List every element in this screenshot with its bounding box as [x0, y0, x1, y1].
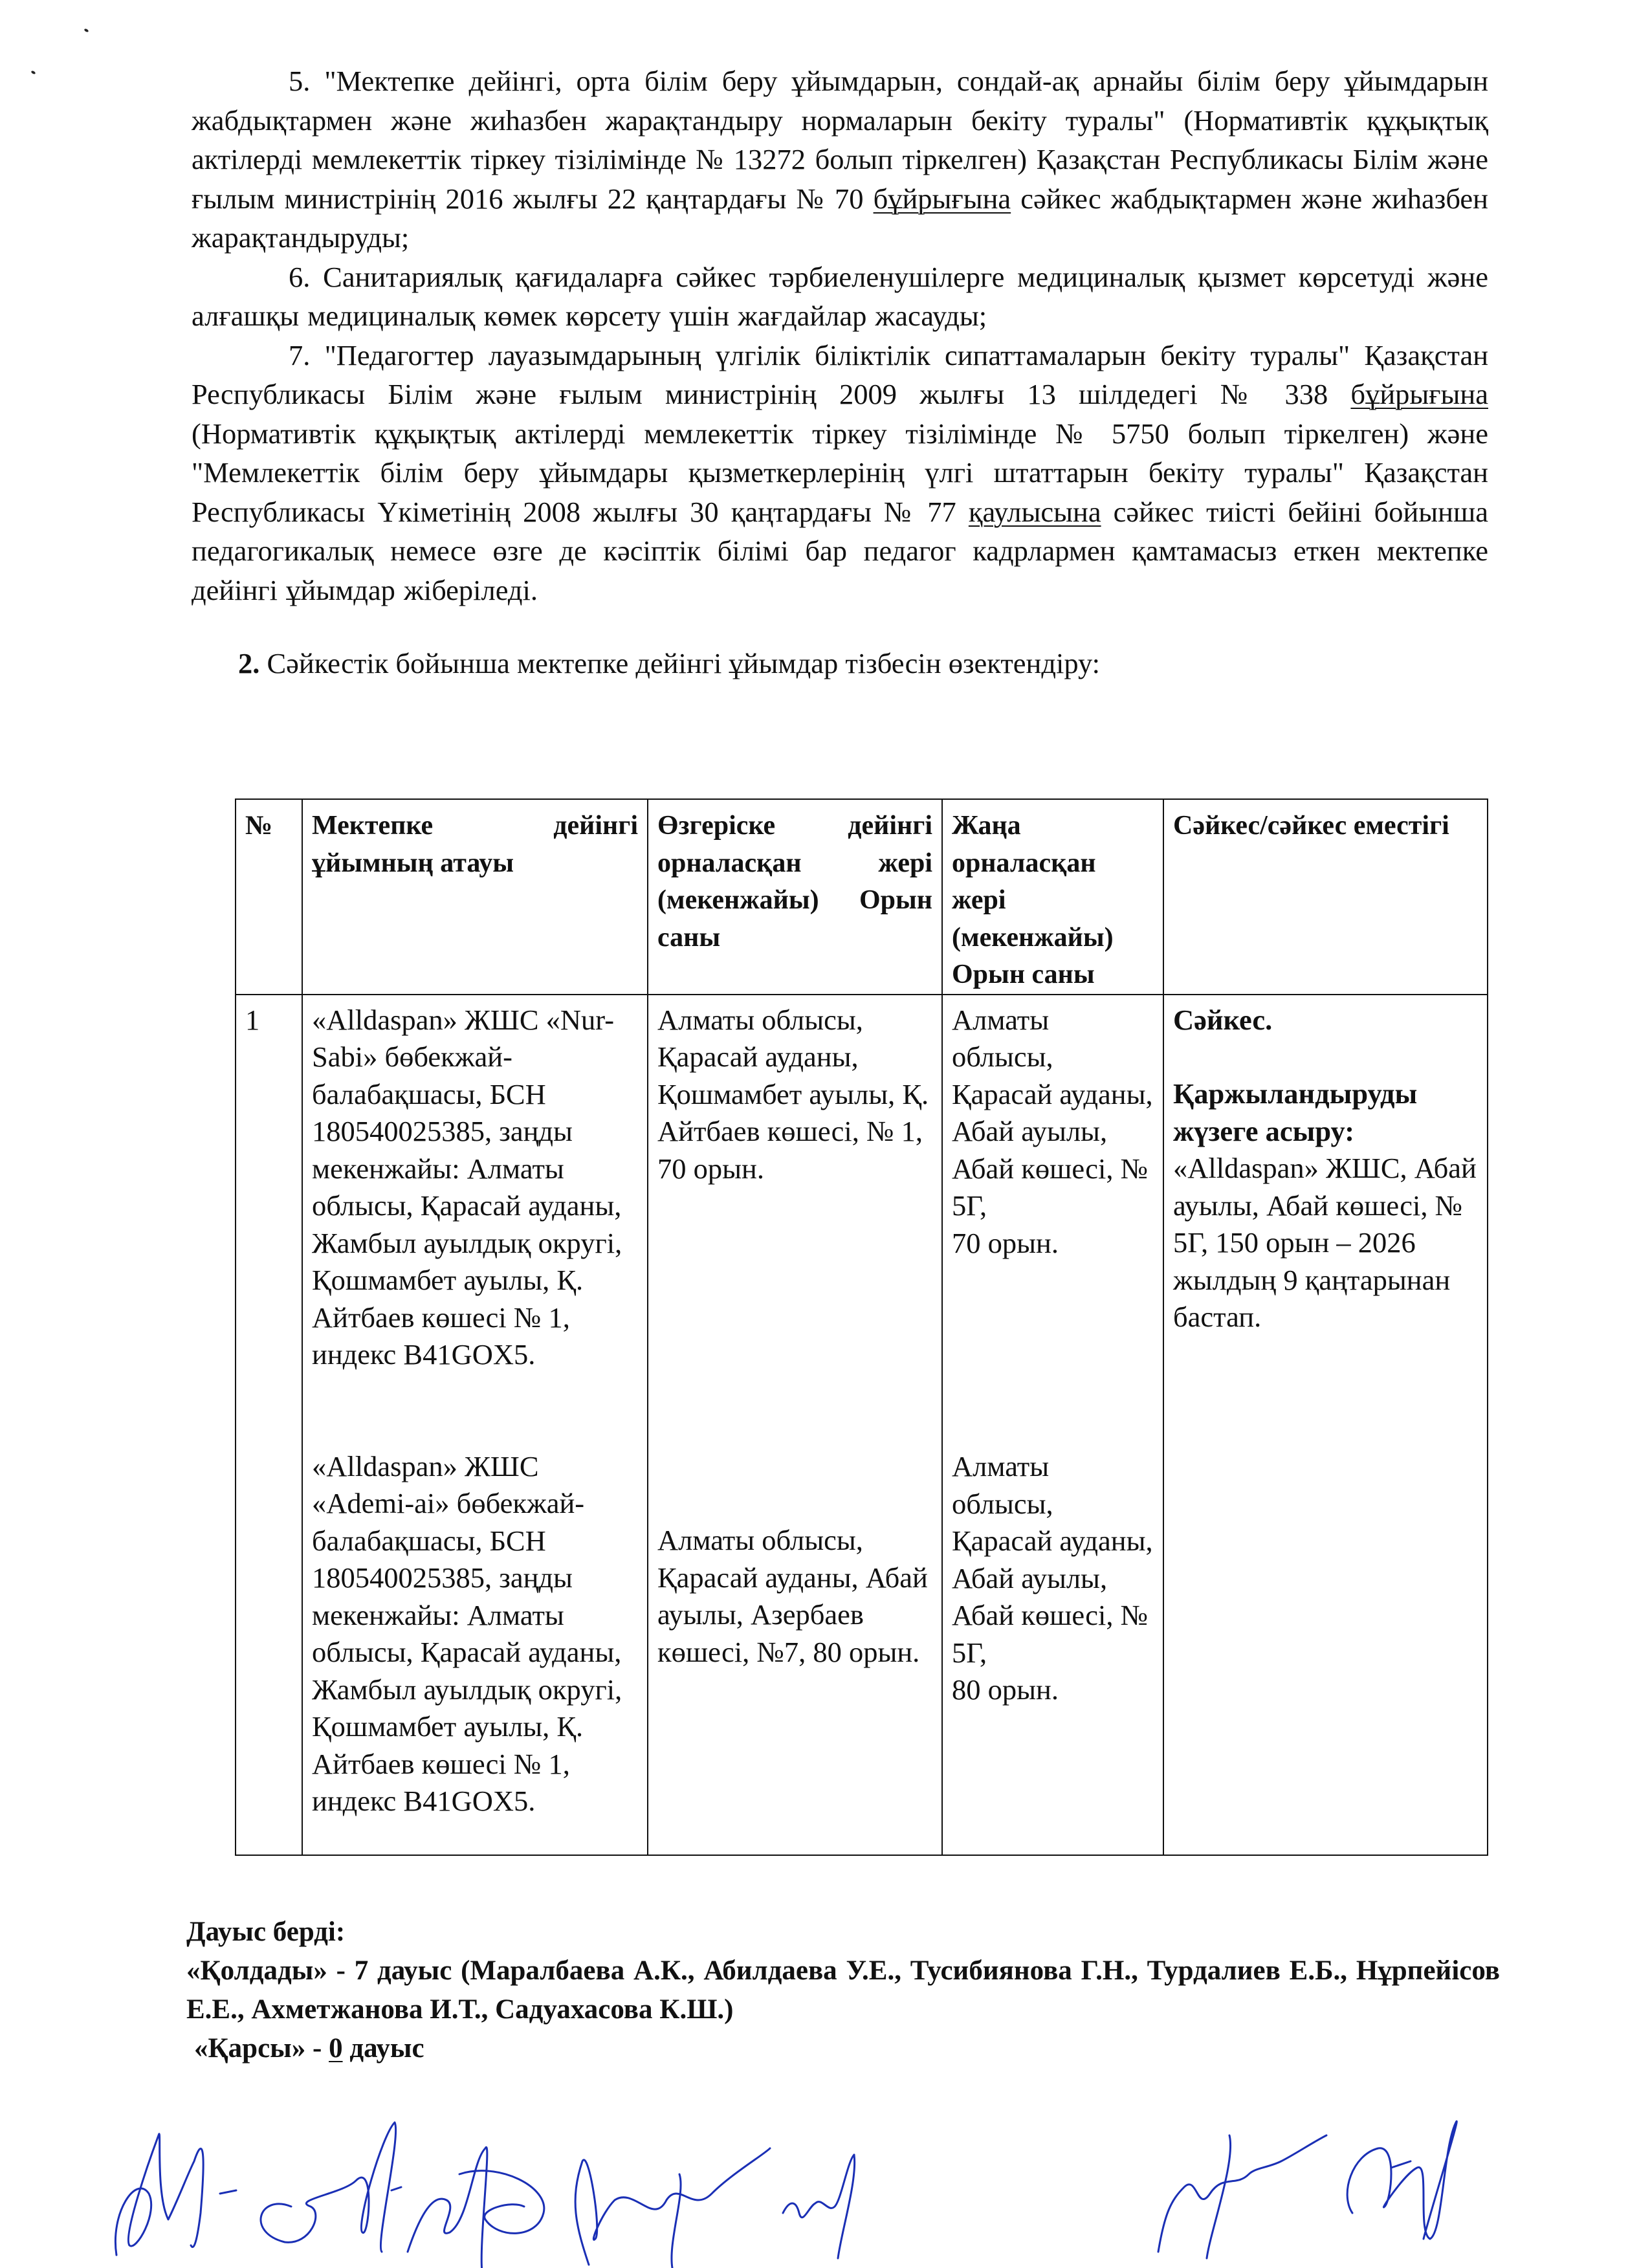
item-number: 7. — [289, 338, 311, 371]
votes-for-label: «Қолдады» - 7 дауыс — [186, 1955, 452, 1986]
signature-3 — [408, 2147, 544, 2268]
signature-7 — [1347, 2121, 1457, 2239]
signature-5 — [783, 2155, 855, 2258]
header-organization-name: Мектепке дейінгі ұйымның атауы — [302, 799, 648, 995]
scan-speck — [30, 71, 36, 75]
compliance-cell — [1163, 995, 1488, 1855]
votes-for-names: (Маралбаева А.К., Абилдаева У.Е., Тусибиянова Г.Н., Турдалиев Е.Б., Нұрпейісов Е.Е., Ахметжанова И.Т., Садуахасова К.Ш.) — [186, 1955, 1501, 2025]
order-reference-link[interactable]: бұйрығына — [873, 182, 1011, 215]
old-location: Алматы облысы, Қарасай ауданы, Абай ауылы, Азербаев көшесі, №7, 80 орын. — [657, 1524, 928, 1668]
signature-1 — [115, 2134, 236, 2255]
item-text: "Мектепке дейінгі, орта білім беру ұйымдарын, сондай-ақ арнайы білім беру ұйымдарын жабдықтармен және жиһазбен жарақтандыру нормаларын бекіту туралы" (Нормативтік құқықтық актілерді мемлекеттік тіркеу тізілімінде № 13272 болып тіркелген) Қазақстан Республикасы Білім және ғылым министрінің 2016 жылғы 22 қаңтардағы № 70 — [192, 65, 1489, 215]
signature-4 — [575, 2148, 770, 2268]
item-text: "Педагогтер лауазымдарының үлгілік біліктілік сипаттамаларын бекіту туралы" Қазақстан Республикасы Білім және ғылым министрінің 2009 жылғы 13 шілдедегі № 338 — [192, 338, 1489, 410]
new-capacity: 70 орын. — [952, 1226, 1059, 1259]
signatures — [97, 2084, 1553, 2268]
new-capacity: 80 орын. — [952, 1673, 1059, 1706]
item-text: сәйкес жабдықтармен және жиһазбен жарақтандыруды; — [192, 182, 1488, 254]
item-text: (Нормативтік құқықтық актілерді мемлекеттік тіркеу тізілімінде № 5750 болып тіркелген) және "Мемлекеттік білім беру ұйымдары қызметкерлерінің үлгі штаттарын бекіту туралы" Қазақстан Республикасы Үкіметінің 2008 жылғы 30 қаңтардағы № 77 — [192, 417, 1488, 528]
voting-section — [186, 1913, 1500, 2068]
funding-label: Қаржыландыруды жүзеге асыру: — [1173, 1077, 1418, 1147]
signature-6 — [1158, 2135, 1326, 2258]
section-title: Сәйкестік бойынша мектепке дейінгі ұйымдар тізбесін өзектендіру: — [267, 647, 1101, 679]
old-capacity: 70 орын. — [657, 1152, 764, 1185]
row-number: 1 — [236, 995, 302, 1855]
document-body — [192, 61, 1488, 683]
header-old-location: Өзгеріске дейінгі орналасқан жері (мекенжайы) Орын саны — [648, 799, 942, 995]
organization-name: «Alldaspan» ЖШС «Ademi-ai» бөбекжай-балабақшасы, БСН 180540025385, заңды мекенжайы: Алматы облысы, Қарасай ауданы, Жамбыл ауылдық округі, Қошмамбет ауылы, Қ. Айтбаев көшесі № 1, индекс B41GOX5. — [312, 1449, 622, 1817]
old-location-cell — [648, 995, 942, 1855]
item-text: Санитариялық қағидаларға сәйкес тәрбиеленушілерге медициналық қызмет көрсетуді және алғашқы медициналық көмек көрсету үшін жағдайлар жасауды; — [192, 260, 1488, 332]
list-item-7 — [192, 336, 1488, 610]
old-location: Алматы облысы, Қарасай ауданы, Қошмамбет ауылы, Қ. Айтбаев көшесі, № 1, — [657, 1003, 929, 1147]
section-number: 2. — [238, 647, 260, 679]
organizations-table — [235, 798, 1488, 1856]
new-location: Алматы облысы, Қарасай ауданы, Абай ауылы, Абай көшесі, № 5Г, — [952, 1450, 1153, 1669]
header-new-location: Жаңа орналасқан жері (мекенжайы) Орын саны — [942, 799, 1163, 995]
votes-against-label: «Қарсы» - — [194, 2033, 329, 2064]
section-2-heading — [192, 644, 1488, 683]
votes-for — [186, 1952, 1500, 2029]
organization-name: «Alldaspan» ЖШС «Nur-Sabi» бөбекжай-балабақшасы, БСН 180540025385, заңды мекенжайы: Алматы облысы, Қарасай ауданы, Жамбыл ауылдық округі, Қошмамбет ауылы, Қ. Айтбаев көшесі № 1, индекс B41GOX5. — [312, 1003, 622, 1371]
funding-text: «Alldaspan» ЖШС, Абай ауылы, Абай көшесі, № 5Г, 150 орын – 2026 жылдың 9 қаңтарынан бастап. — [1173, 1152, 1477, 1333]
signature-2 — [261, 2122, 401, 2252]
item-number: 6. — [289, 260, 311, 293]
item-text: сәйкес тиісті бейіні бойынша педагогикалық немесе өзге де кәсіптік білімі бар педагог кадрлармен қамтамасыз еткен мектепке дейінгі ұйымдар жіберіледі. — [192, 495, 1488, 606]
list-item-6 — [192, 258, 1488, 336]
header-compliance: Сәйкес/сәйкес еместігі — [1163, 799, 1488, 995]
voting-title: Дауыс берді: — [186, 1917, 346, 1947]
resolution-reference-link[interactable]: қаулысына — [968, 495, 1101, 528]
compliance-status: Сәйкес. — [1173, 1003, 1273, 1036]
votes-against-suffix: дауыс — [342, 2033, 424, 2064]
scan-speck — [83, 28, 89, 33]
table-row — [236, 995, 1488, 1855]
new-location: Алматы облысы, Қарасай ауданы, Абай ауылы, Абай көшесі, № 5Г, — [952, 1003, 1153, 1222]
new-location-cell — [942, 995, 1163, 1855]
votes-against — [186, 2029, 1500, 2068]
table-header-row — [236, 799, 1488, 995]
organization-name-cell — [302, 995, 648, 1855]
header-number: № — [236, 799, 302, 995]
order-reference-link[interactable]: бұйрығына — [1350, 378, 1488, 410]
list-item-5 — [192, 61, 1488, 258]
votes-against-count: 0 — [329, 2033, 343, 2064]
item-number: 5. — [289, 65, 311, 97]
